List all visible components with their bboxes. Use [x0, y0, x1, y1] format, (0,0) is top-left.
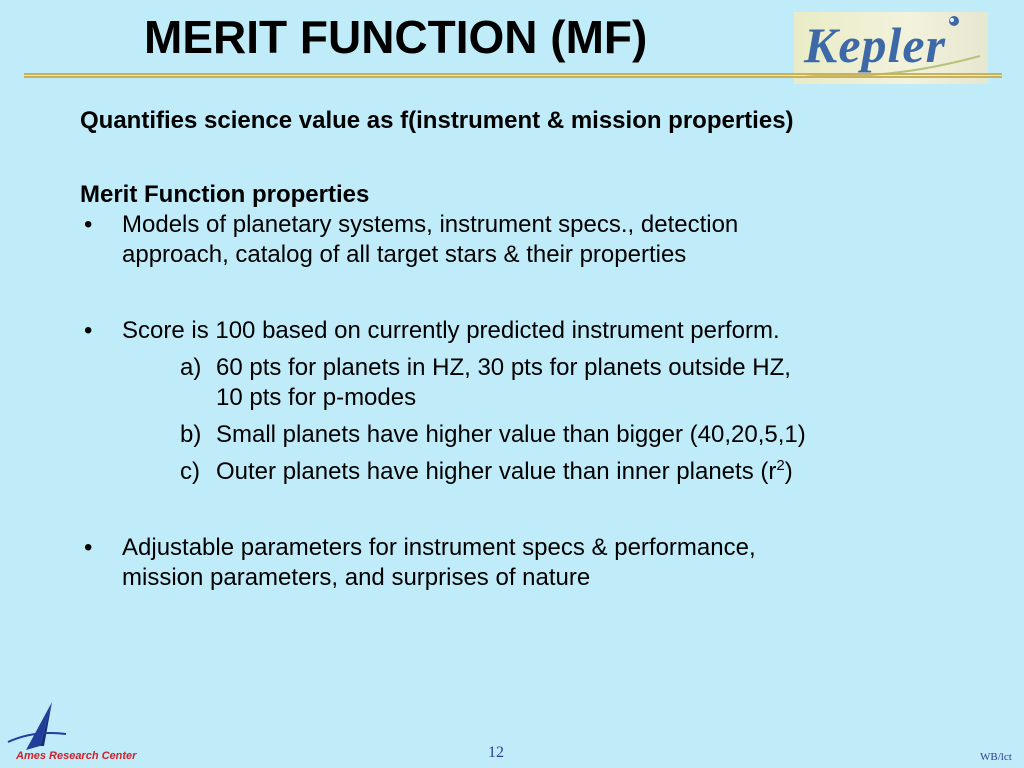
bullet-text: Adjustable parameters for instrument specs & performance, [122, 534, 756, 561]
page-number: 12 [488, 744, 504, 761]
ames-logo [4, 700, 137, 766]
bullet-text: mission parameters, and surprises of nature [122, 564, 591, 591]
sub-item [80, 457, 980, 487]
bullet-item [80, 316, 980, 346]
slide-subtitle: Quantifies science value as f(instrument & mission properties) [80, 107, 794, 134]
sub-item-text [216, 457, 980, 487]
sub-item [80, 353, 980, 413]
sub-item-text: Small planets have higher value than bigger (40,20,5,1) [216, 421, 806, 448]
bullet-icon: • [84, 211, 93, 238]
bullet-icon: • [84, 534, 93, 561]
bullet-text: approach, catalog of all target stars & their properties [122, 241, 687, 268]
sub-item-text: 10 pts for p-modes [216, 384, 417, 411]
sub-item-text-tail: ) [784, 458, 793, 485]
sub-item [80, 420, 980, 450]
section-heading: Merit Function properties [80, 181, 370, 208]
bullet-icon: • [84, 317, 93, 344]
slide-body [80, 106, 980, 593]
title-divider [24, 73, 1002, 78]
sub-item-marker: a) [180, 354, 202, 381]
nasa-chevron-icon [4, 700, 134, 752]
sub-item-text-main: Outer planets have higher value than inner planets (r [216, 458, 777, 485]
sub-item-marker: b) [180, 421, 202, 448]
sub-item-marker: c) [180, 458, 200, 485]
sub-item-text: 60 pts for planets in HZ, 30 pts for planets outside HZ, [216, 354, 791, 381]
bullet-item [80, 533, 980, 593]
bullet-text: Models of planetary systems, instrument specs., detection [122, 211, 739, 238]
kepler-logo-text: Kepler [804, 17, 947, 73]
author-initials: WB/lct [980, 751, 1012, 763]
bullet-item [80, 210, 980, 270]
ames-center-label: Ames Research Center [16, 750, 137, 762]
bullet-text: Score is 100 based on currently predicted instrument perform. [122, 317, 780, 344]
superscript: 2 [776, 457, 785, 474]
slide-title: MERIT FUNCTION (MF) [144, 11, 648, 63]
